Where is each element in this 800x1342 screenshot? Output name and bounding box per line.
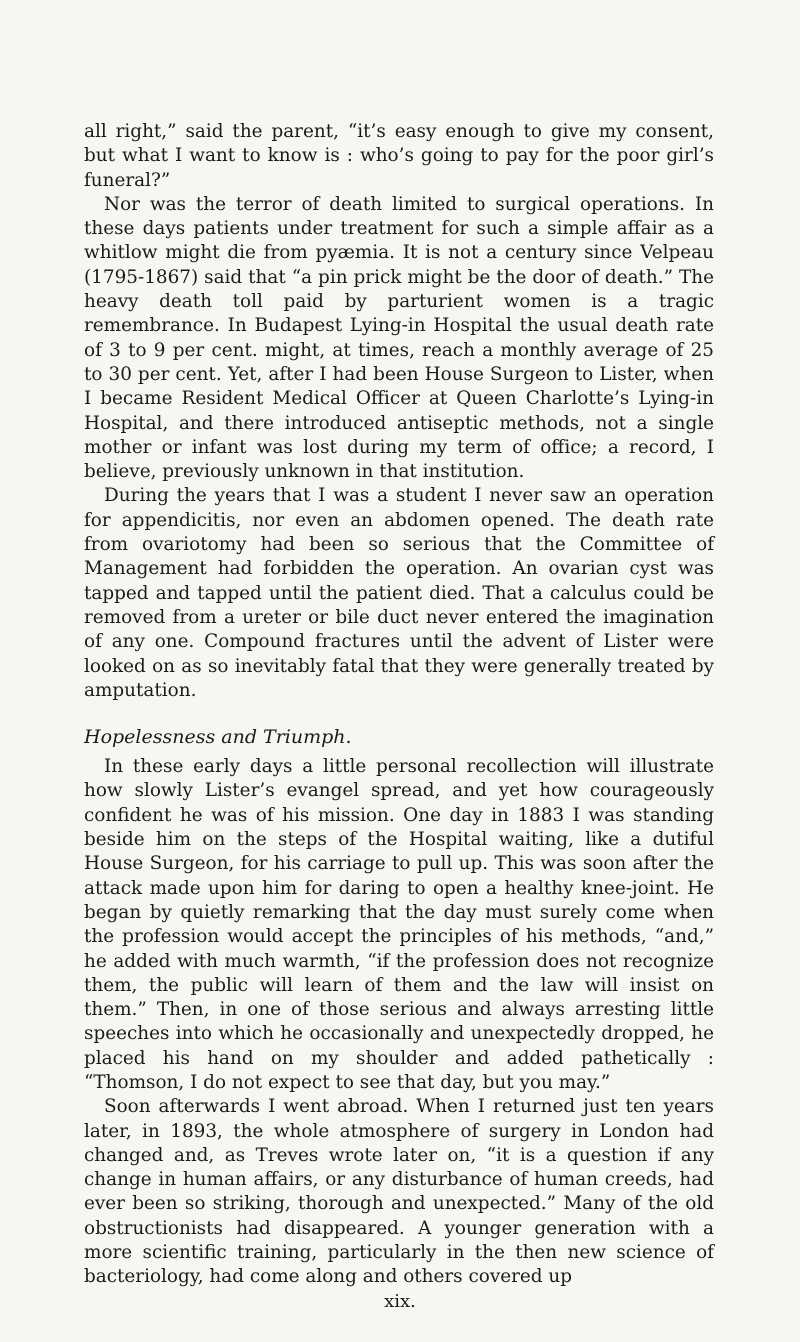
paragraph-personal-recollection: In these early days a little personal recollection will illustrate how slowly Lister’s evangel spread, and yet how courageously confident he was of his mission. One day in 1883 I was standing beside him on the steps of the Hospital waiting, like a dutiful House Surgeon, for his carriage to pull up. This was soon after the attack made upon him for daring to open a healthy knee-joint. He began by quietly remarking that the day must surely come when the profession would accept the principles of his methods, “and,” he added with much warmth, “if the profession does not recognize them, the public will learn of them and the law will insist on them.” Then, in one of those serious and always arresting little speeches into which he occasionally and unexpectedly dropped, he placed his hand on my shoulder and added pathetically : “Thomson, I do not expect to see that day, but you may.” <box>84 756 714 1093</box>
paragraph-funeral-quote: all right,” said the parent, “it’s easy enough to give my consent, but what I want to know is : who’s going to pay for the poor girl’s funeral?” <box>84 121 714 191</box>
page-text-body <box>84 120 714 1290</box>
page-number: xix. <box>384 1291 416 1312</box>
paragraph-went-abroad: Soon afterwards I went abroad. When I returned just ten years later, in 1893, the whole atmosphere of surgery in London had changed and, as Treves wrote later on, “it is a question if any change in human affairs, or any disturbance of human creeds, had ever been so striking, thorough and unexpected.” Many of the old obstructionists had disappeared. A younger generation with a more scientific training, particularly in the then new science of bacteriology, had come along and others covered up <box>84 1096 714 1288</box>
section-heading: Hopelessness and Triumph. <box>84 726 352 749</box>
paragraph-student-years: During the years that I was a student I never saw an operation for appendicitis, nor even an abdomen opened. The death rate from ovariotomy had been so serious that the Committee of Management had forbidden the operation. An ovarian cyst was tapped and tapped until the patient died. That a calculus could be removed from a ureter or bile duct never entered the imagination of any one. Compound fractures until the advent of Lister were looked on as so inevitably fatal that they were generally treated by amputation. <box>84 485 714 701</box>
paragraph-terror-of-death: Nor was the terror of death limited to surgical operations. In these days patients under treatment for such a simple affair as a whitlow might die from pyæmia. It is not a century since Velpeau (1795-1867) said that “a pin prick might be the door of death.” The heavy death toll paid by parturient women is a tragic remembrance. In Budapest Lying-in Hospital the usual death rate of 3 to 9 per cent. might, at times, reach a monthly average of 25 to 30 per cent. Yet, after I had been House Surgeon to Lister, when I became Resident Medical Officer at Queen Charlotte’s Lying-in Hospital, and there introduced antiseptic methods, not a single mother or infant was lost during my term of office; a record, I believe, previously unknown in that institution. <box>84 193 714 483</box>
